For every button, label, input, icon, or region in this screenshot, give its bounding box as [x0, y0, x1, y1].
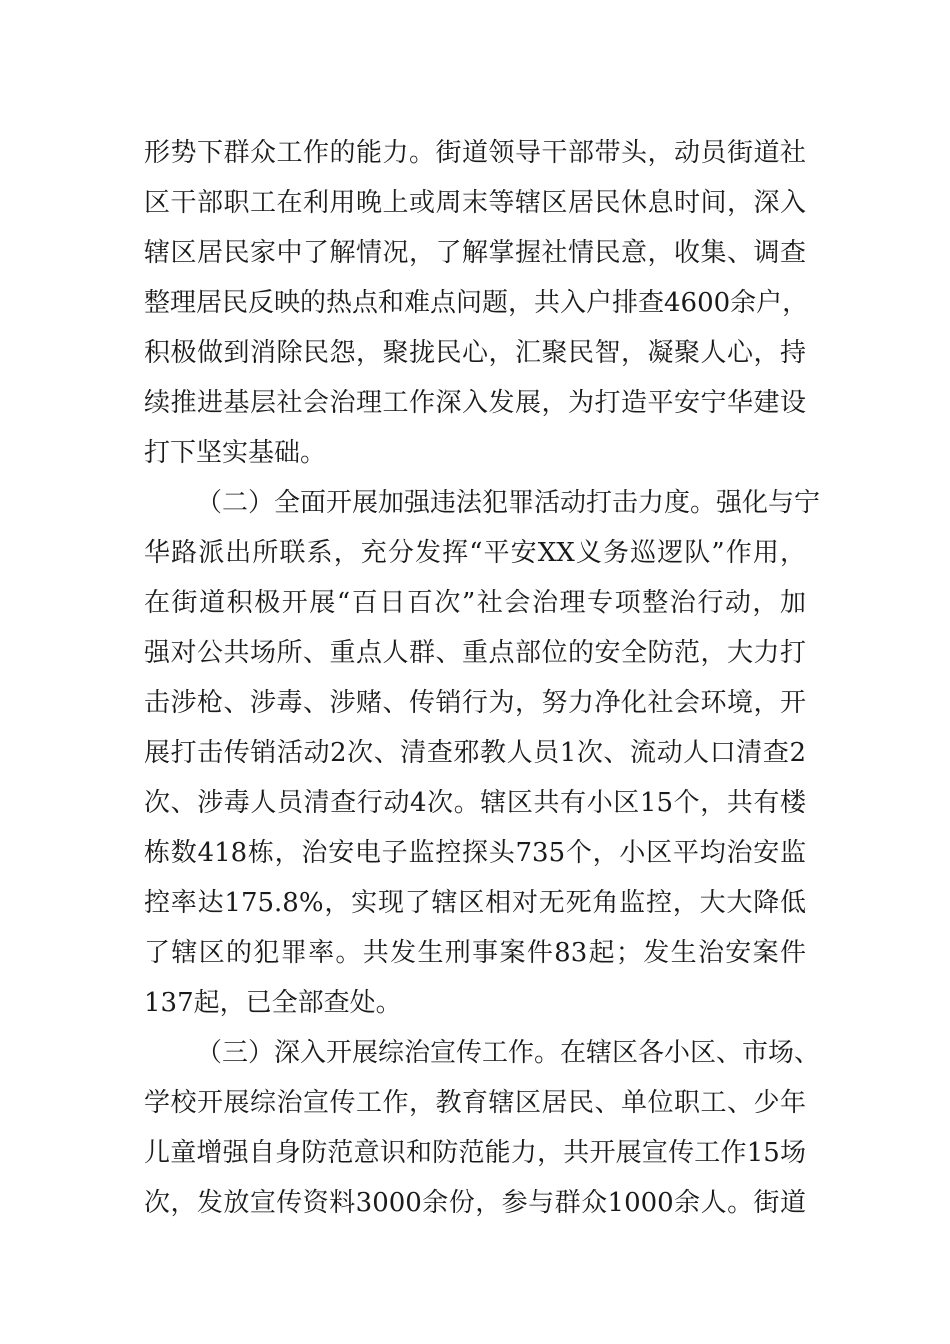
text-line: 次、涉毒人员清查行动4次。辖区共有小区15个，共有楼 [144, 788, 806, 818]
text-line: 在街道积极开展“百日百次”社会治理专项整治行动，加 [144, 588, 806, 618]
text-line: 华路派出所联系，充分发挥“平安XX义务巡逻队”作用， [144, 538, 806, 568]
text-line: 学校开展综治宣传工作，教育辖区居民、单位职工、少年 [144, 1088, 806, 1118]
text-line: 形势下群众工作的能力。街道领导干部带头，动员街道社 [144, 138, 806, 168]
text-line: 137起，已全部查处。 [144, 988, 402, 1018]
text-line: 儿童增强自身防范意识和防范能力，共开展宣传工作15场 [144, 1138, 806, 1168]
text-line: 栋数418栋，治安电子监控探头735个，小区平均治安监 [144, 838, 806, 868]
text-line: 辖区居民家中了解情况，了解掌握社情民意，收集、调查 [144, 238, 806, 268]
text-line: 展打击传销活动2次、清查邪教人员1次、流动人口清查2 [144, 738, 806, 768]
paragraph-heading-line: （二）全面开展加强违法犯罪活动打击力度。强化与宁 [196, 488, 821, 518]
text-line: 区干部职工在利用晚上或周末等辖区居民休息时间，深入 [144, 188, 806, 218]
text-line: 了辖区的犯罪率。共发生刑事案件83起；发生治安案件 [144, 938, 806, 968]
text-line: 控率达175.8%，实现了辖区相对无死角监控，大大降低 [144, 888, 806, 918]
text-line: 强对公共场所、重点人群、重点部位的安全防范，大力打 [144, 638, 806, 668]
text-line: 次，发放宣传资料3000余份，参与群众1000余人。街道 [144, 1188, 806, 1218]
text-line: 整理居民反映的热点和难点问题，共入户排查4600余户， [144, 288, 809, 318]
text-line: 打下坚实基础。 [144, 438, 327, 468]
text-line: 积极做到消除民怨，聚拢民心，汇聚民智，凝聚人心，持 [144, 338, 806, 368]
text-line: 击涉枪、涉毒、涉赌、传销行为，努力净化社会环境，开 [144, 688, 806, 718]
paragraph-heading-line: （三）深入开展综治宣传工作。在辖区各小区、市场、 [196, 1038, 821, 1068]
text-line: 续推进基层社会治理工作深入发展，为打造平安宁华建设 [144, 388, 806, 418]
